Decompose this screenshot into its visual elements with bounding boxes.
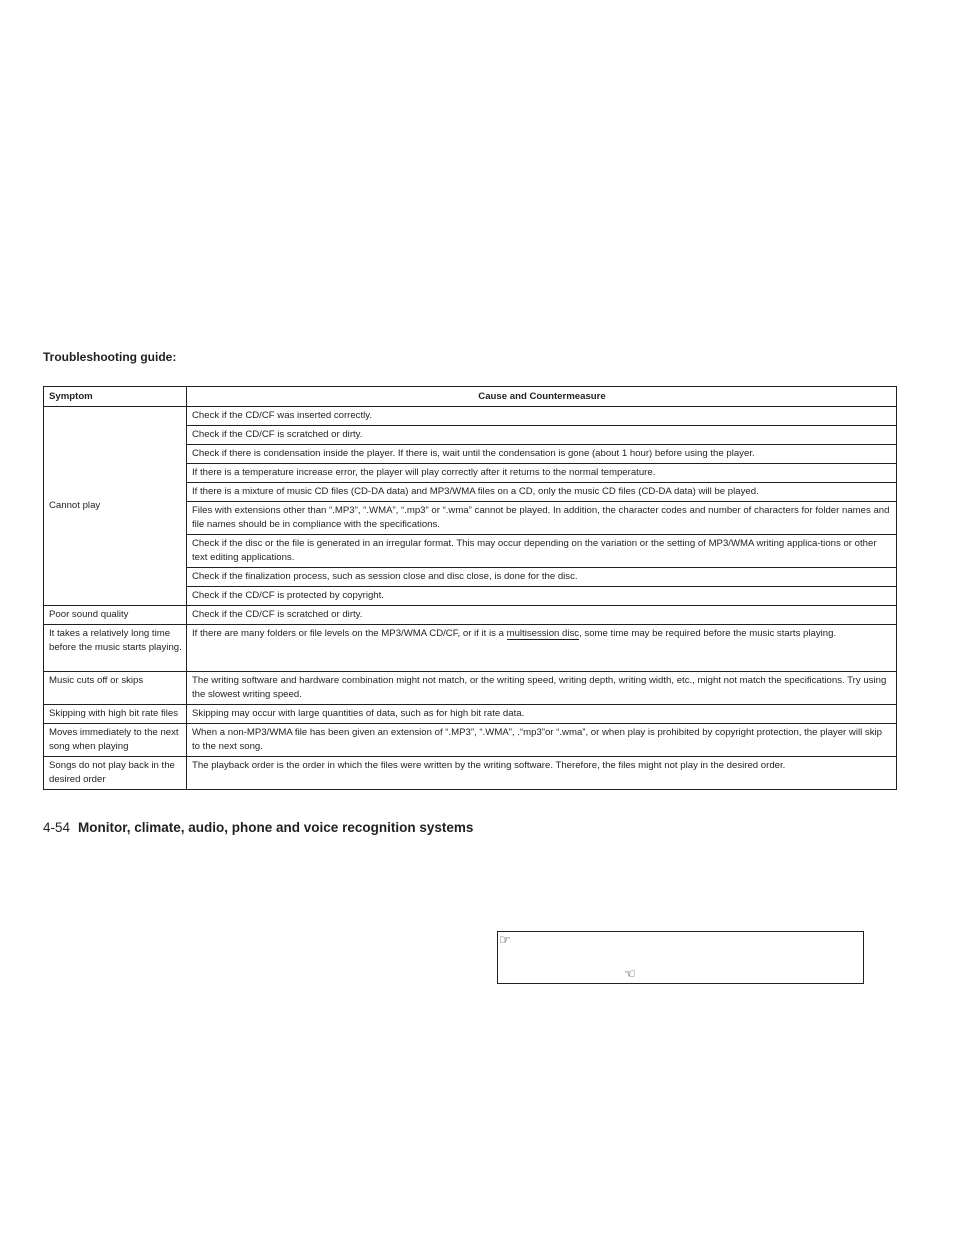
cause-cell: When a non-MP3/WMA file has been given an extension of “.MP3”, “.WMA”, .“mp3”or “.wma”, or when play is prohibited by copyright protection, the player will skip to the next song.	[187, 724, 897, 757]
cause-cell: If there is a temperature increase error, the player will play correctly after it returns to the normal temperature.	[187, 464, 897, 483]
symptom-cell: Music cuts off or skips	[44, 672, 187, 705]
troubleshooting-table	[43, 386, 897, 790]
cause-cell: The playback order is the order in which the files were written by the writing software. Therefore, the files might not play in the desired order.	[187, 757, 897, 790]
cause-header: Cause and Countermeasure	[187, 387, 897, 407]
note-box	[497, 931, 864, 984]
cause-text: , some time may be required before the music starts playing.	[579, 628, 837, 639]
table-row	[44, 757, 897, 790]
cause-cell: Skipping may occur with large quantities of data, such as for high bit rate data.	[187, 705, 897, 724]
cause-cell: Check if the disc or the file is generated in an irregular format. This may occur depending on the variation or the setting of MP3/WMA writing applica-tions or other text editing applications.	[187, 535, 897, 568]
table-row	[44, 625, 897, 672]
table-row	[44, 672, 897, 705]
symptom-cell: Moves immediately to the next song when playing	[44, 724, 187, 757]
symptom-cell: Songs do not play back in the desired order	[44, 757, 187, 790]
cause-cell: Check if the CD/CF is scratched or dirty.	[187, 606, 897, 625]
symptom-cell: Cannot play	[44, 407, 187, 606]
symptom-cell: Skipping with high bit rate files	[44, 705, 187, 724]
cause-cell: Check if the finalization process, such as session close and disc close, is done for the disc.	[187, 568, 897, 587]
section-heading: Troubleshooting guide:	[43, 350, 177, 364]
symptom-header: Symptom	[44, 387, 187, 407]
table-row	[44, 606, 897, 625]
pointing-hand-left-icon: ☜	[624, 966, 636, 981]
symptom-cell: Poor sound quality	[44, 606, 187, 625]
cause-cell: Check if there is condensation inside the player. If there is, wait until the condensation is gone (about 1 hour) before using the player.	[187, 445, 897, 464]
cause-cell: If there is a mixture of music CD files (CD-DA data) and MP3/WMA files on a CD, only the music CD files (CD-DA data) will be played.	[187, 483, 897, 502]
chapter-title: Monitor, climate, audio, phone and voice recognition systems	[78, 820, 474, 835]
cause-cell	[187, 625, 897, 672]
table-row	[44, 724, 897, 757]
cause-cell: The writing software and hardware combination might not match, or the writing speed, writing depth, writing width, etc., might not match the specifications. Try using the slowest writing speed.	[187, 672, 897, 705]
page-number: 4-54	[43, 820, 71, 835]
multisession-disc-term: multisession disc	[506, 628, 580, 639]
cause-cell: Check if the CD/CF was inserted correctly.	[187, 407, 897, 426]
cause-cell: Check if the CD/CF is protected by copyright.	[187, 587, 897, 606]
symptom-cell: It takes a relatively long time before the music starts playing.	[44, 625, 187, 672]
page-footer	[43, 820, 473, 835]
table-header-row	[44, 387, 897, 407]
cause-cell: Files with extensions other than “.MP3”, “.WMA”, “.mp3” or “.wma” cannot be played. In addition, the character codes and number of characters for folder names and file names should be in compliance with the specifications.	[187, 502, 897, 535]
cause-text: If there are many folders or file levels on the MP3/WMA CD/CF, or if it is a	[192, 628, 507, 639]
table-row	[44, 407, 897, 426]
table-row	[44, 705, 897, 724]
pointing-hand-right-icon: ☞	[499, 932, 511, 947]
cause-cell: Check if the CD/CF is scratched or dirty.	[187, 426, 897, 445]
